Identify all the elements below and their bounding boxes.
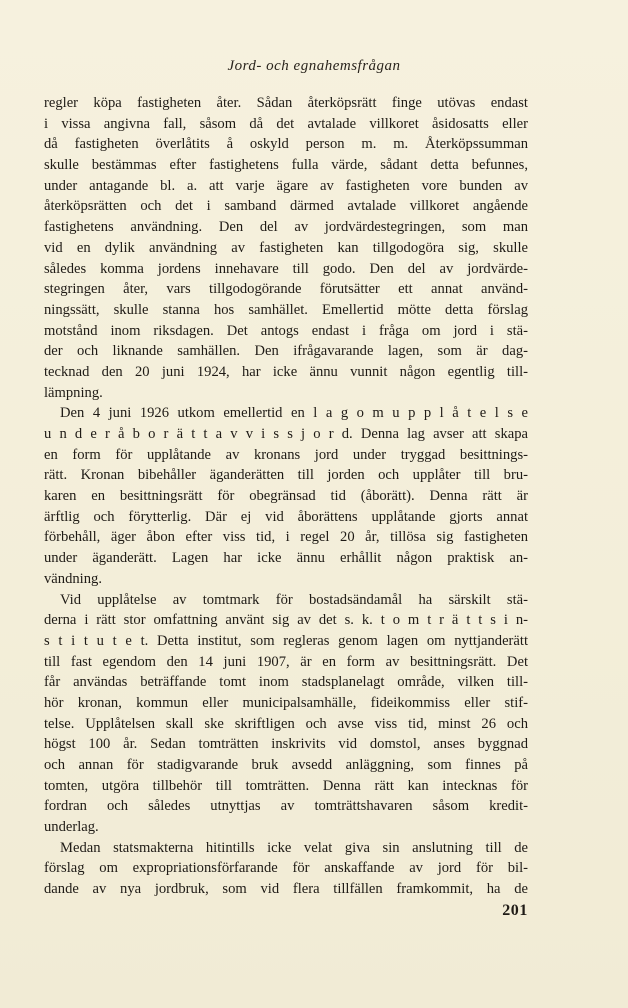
text-line: u n d e r å b o r ä t t a v v i s s j o r d. Denna lag avser att skapa bbox=[44, 426, 528, 442]
text-line: återköpsrätten och det i samband därmed avtalade villkoret angående bbox=[44, 198, 528, 215]
text-line: då fastigheten överlåtits å oskyld person m. m. Återköpssumman bbox=[44, 136, 528, 153]
text-line: tecknad den 20 juni 1924, har icke ännu vunnit någon egentlig till- bbox=[44, 363, 528, 380]
text-line: Den 4 juni 1926 utkom emellertid en l a g o m u p p l å t e l s e bbox=[60, 405, 528, 422]
text-line: Medan statsmakterna hitintills icke velat giva sin anslutning till de bbox=[60, 839, 528, 856]
text-line: en form för upplåtande av kronans jord under tryggad besittnings- bbox=[44, 446, 528, 463]
text-line: ningssätt, skulle stanna hos samhället. Emellertid mötte detta förslag bbox=[44, 301, 528, 318]
page-number: 201 bbox=[502, 902, 528, 919]
text-line: hör kronan, kommun eller municipalsamhälle, fideikommiss eller stif- bbox=[44, 694, 528, 711]
text-line: och annan för stadigvarande bruk avsedd anläggning, som finnes på bbox=[44, 757, 528, 773]
text-line: regler köpa fastigheten åter. Sådan återköpsrätt finge utövas endast bbox=[44, 95, 528, 111]
text-line: fastighetens användning. Den del av jordvärdestegringen, som man bbox=[44, 219, 528, 236]
text-line: således komma jordens innehavare till godo. Den del av jordvärde- bbox=[44, 260, 528, 277]
text-line: telse. Upplåtelsen skall ske skriftligen och avse viss tid, minst 26 och bbox=[44, 715, 528, 732]
text-line: der och liknande samhällen. Den ifrågavarande lagen, som är dag- bbox=[44, 343, 528, 360]
text-line: under antagande bl. a. att varje ägare av fastigheten vore bunden av bbox=[44, 177, 528, 194]
text-line: förslag om expropriationsförfarande för anskaffande av jord för bil- bbox=[44, 860, 528, 877]
text-line: lämpning. bbox=[44, 384, 103, 401]
text-line: karen en besittningsrätt för obegränsad tid (åborätt). Denna rätt är bbox=[44, 488, 528, 505]
text-line: fordran och således utnyttjas av tomträttshavaren såsom kredit- bbox=[44, 798, 528, 815]
text-line: till fast egendom den 14 juni 1907, är en form av besittningsrätt. Det bbox=[44, 653, 528, 670]
text-line: under äganderätt. Lagen har icke ännu erhållit någon praktisk an- bbox=[44, 550, 528, 567]
body-text bbox=[44, 93, 528, 900]
text-line: vid en dylik användning av fastigheten kan tillgodogöra sig, skulle bbox=[44, 239, 528, 256]
text-line: Vid upplåtelse av tomtmark för bostadsändamål ha särskilt stä- bbox=[60, 591, 528, 608]
text-line: i vissa angivna fall, såsom då det avtalade villkoret åsidosatts eller bbox=[44, 115, 528, 132]
text-line: motstånd inom riksdagen. Det antogs endast i fråga om jord i stä- bbox=[44, 322, 528, 339]
text-line: underlag. bbox=[44, 819, 99, 836]
running-header: Jord- och egnahemsfrågan bbox=[227, 58, 401, 74]
text-line: vändning. bbox=[44, 570, 102, 587]
text-line: högst 100 år. Sedan tomträtten inskrivits vid domstol, anses byggnad bbox=[44, 736, 528, 753]
text-line: tomten, utgöra tillbehör till tomträtten. Denna rätt kan intecknas för bbox=[44, 777, 528, 794]
text-line: dande av nya jordbruk, som vid flera tillfällen framkommit, ha de bbox=[44, 881, 528, 898]
text-line: förbehåll, äger åbon efter viss tid, i regel 20 år, tillösa sig fastigheten bbox=[44, 529, 528, 546]
text-line: stegringen åter, vars tillgodogörande förutsätter ett annat använd- bbox=[44, 281, 528, 298]
text-line: rätt. Kronan bibehåller äganderätten till jorden och upplåter till bru- bbox=[44, 467, 528, 484]
text-line: skulle bestämmas efter fastighetens fulla värde, sådant detta befunnes, bbox=[44, 157, 528, 174]
text-line: får användas beträffande tomt inom stadsplanelagt område, vilken till- bbox=[44, 674, 528, 691]
text-line: ärftlig och förytterlig. Där ej vid åborättens upplåtande gjorts annat bbox=[44, 508, 528, 525]
text-line: s t i t u t e t. Detta institut, som regleras genom lagen om nyttjanderätt bbox=[44, 632, 528, 649]
text-line: derna i rätt stor omfattning använt sig av det s. k. t o m t r ä t t s i n- bbox=[44, 612, 528, 629]
